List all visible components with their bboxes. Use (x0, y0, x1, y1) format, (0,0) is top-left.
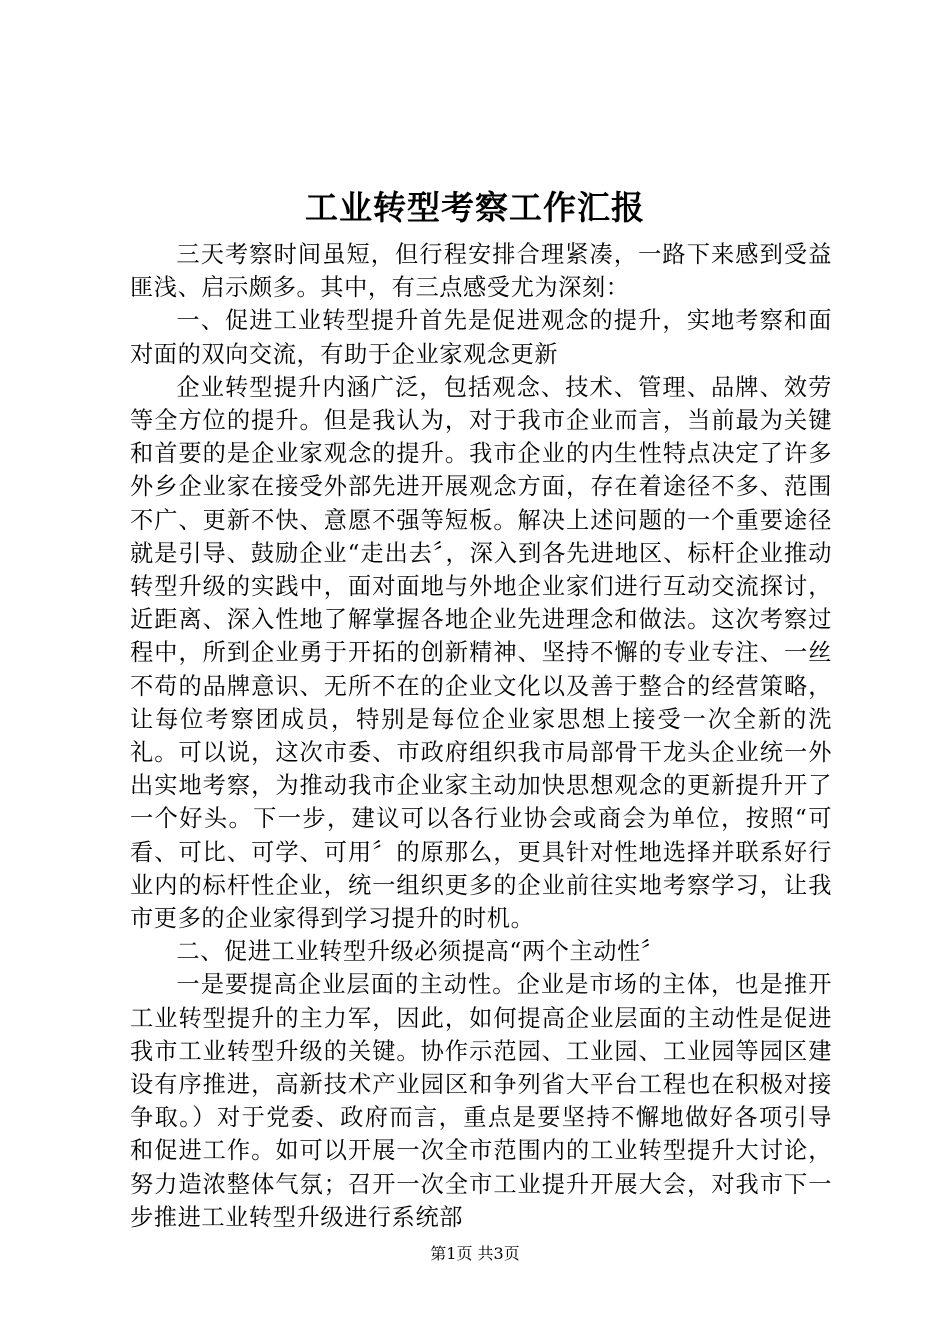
page-footer: 第1页 共3页 (430, 1244, 520, 1263)
document-title: 工业转型考察工作汇报 (305, 188, 645, 227)
section-heading-2: 二、促进工业转型升级必须提高“两个主动性〞 (176, 938, 665, 966)
body-paragraph: 一是要提高企业层面的主动性。企业是市场的主体，也是推开工业转型提升的主力军，因此，如何提高企业层面的主动性是促进我市工业转型升级的关键。协作示范园、工业园、工业园等园区建设有序推进，高新技术产业园区和争列省大平台工程也在积极对接争取。）对于党委、政府而言，重点是要坚持不懈地做好各项引导和促进工作。如可以开展一次全市范围内的工业转型提升大讨论，努力造浓整体气氛；召开一次全市工业提升开展大会，对我市下一步推进工业转型升级进行系统部 (130, 971, 832, 1231)
document-body (130, 238, 832, 1234)
section-heading-1: 一、促进工业转型提升首先是促进观念的提升，实地考察和面对面的双向交流，有助于企业家观念更新 (130, 307, 832, 368)
intro-paragraph: 三天考察时间虽短，但行程安排合理紧凑，一路下来感到受益匪浅、启示颇多。其中，有三点感受尤为深刻： (130, 241, 832, 302)
body-paragraph: 企业转型提升内涵广泛，包括观念、技术、管理、品牌、效劳等全方位的提升。但是我认为，对于我市企业而言，当前最为关键和首要的是企业家观念的提升。我市企业的内生性特点决定了许多外乡企业家在接受外部先进开展观念方面，存在着途径不多、范围不广、更新不快、意愿不强等短板。解决上述问题的一个重要途径就是引导、鼓励企业“走出去〞，深入到各先进地区、标杆企业推动转型升级的实践中，面对面地与外地企业家们进行互动交流探讨，近距离、深入性地了解掌握各地企业先进理念和做法。这次考察过程中，所到企业勇于开拓的创新精神、坚持不懈的专业专注、一丝不苟的品牌意识、无所不在的企业文化以及善于整合的经营策略，让每位考察团成员，特别是每位企业家思想上接受一次全新的洗礼。可以说，这次市委、市政府组织我市局部骨干龙头企业统一外出实地考察，为推动我市企业家主动加快思想观念的更新提升开了一个好头。下一步，建议可以各行业协会或商会为单位，按照“可看、可比、可学、可用〞的原那么，更具针对性地选择并联系好行业内的标杆性企业，统一组织更多的企业前往实地考察学习，让我市更多的企业家得到学习提升的时机。 (130, 373, 832, 933)
